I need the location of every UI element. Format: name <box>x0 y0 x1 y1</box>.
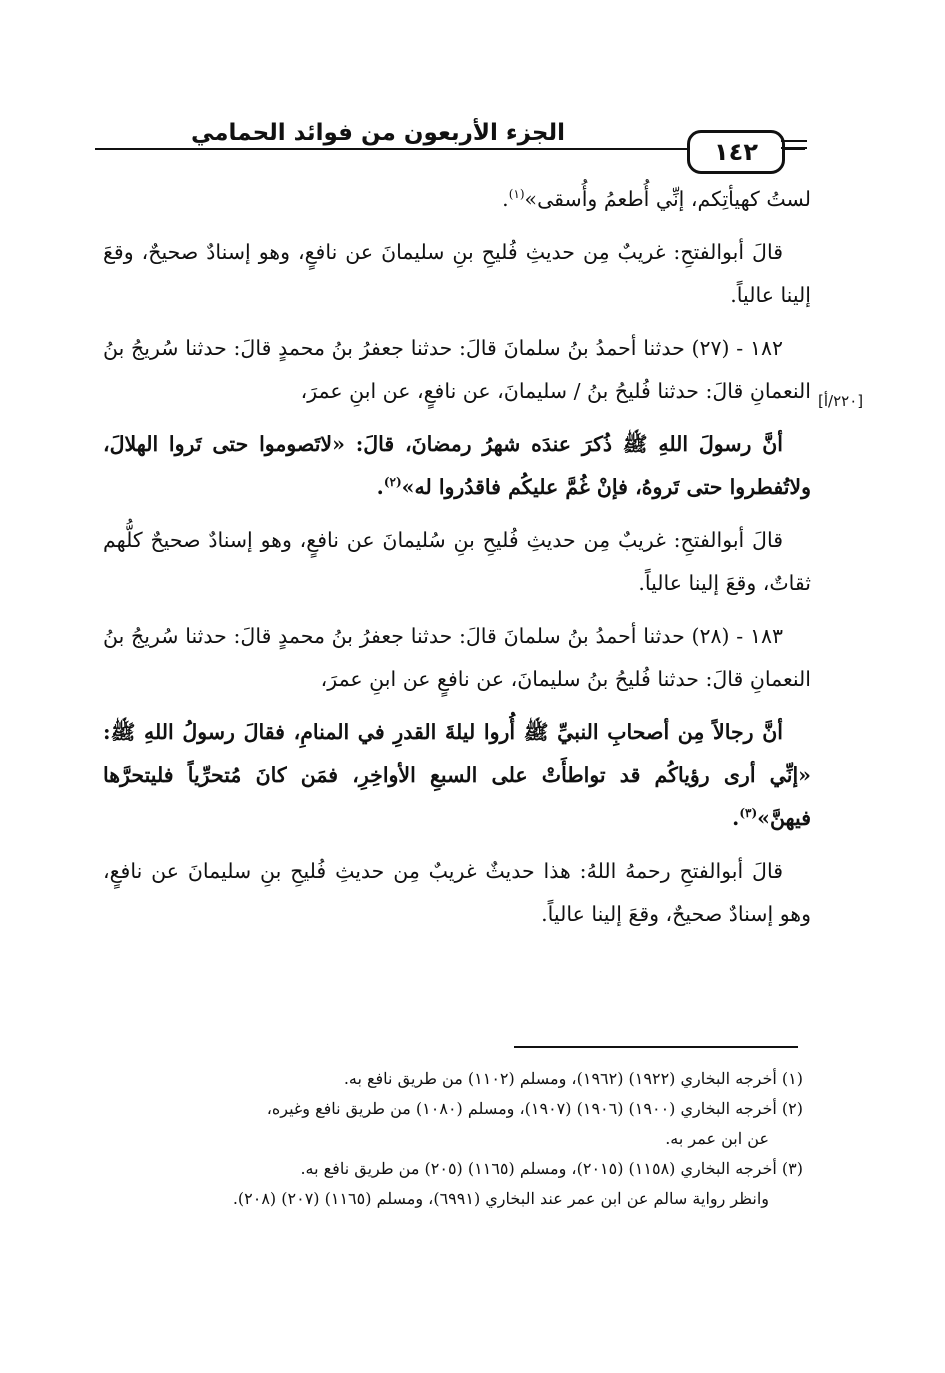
page-number: ١٤٢ <box>687 130 785 174</box>
paragraph-end: . <box>502 187 509 211</box>
paragraph <box>103 178 811 221</box>
footnotes <box>103 1064 803 1214</box>
paragraph: قالَ أبوالفتحِ: غريبٌ مِن حديثِ فُليحِ بنِ سليمانَ عن نافعٍ، وهو إسنادٌ صحيحٌ، وقعَ إلينا عالياً. <box>103 240 811 307</box>
footnote-1: (١) أخرجه البخاري (١٩٢٢) (١٩٦٢)، ومسلم (١١٠٢) من طريق نافع به. <box>343 1069 803 1088</box>
manuscript-folio-note: [٢٢٠/أ] <box>818 392 864 410</box>
footnote-separator <box>514 1046 798 1048</box>
paragraph-end: . <box>376 475 384 499</box>
footnote-3: (٣) أخرجه البخاري (١١٥٨) (٢٠١٥)، ومسلم (١١٦٥) (٢٠٥) من طريق نافع به. <box>300 1159 803 1178</box>
hadith-text <box>103 423 811 509</box>
paragraph: قالَ أبوالفتحِ رحمهُ اللهُ: هذا حديثٌ غريبٌ مِن حديثِ فُليحِ بنِ سليمانَ عن نافعٍ، وهو إسنادٌ صحيحٌ، وقعَ إلينا عالياً. <box>103 859 811 926</box>
paragraph-end: . <box>732 806 740 830</box>
footnote-ref: (٢) <box>383 475 402 490</box>
hadith-chain: ١٨٣ - (٢٨) حدثنا أحمدُ بنُ سلمانَ قالَ: حدثنا جعفرُ بنُ محمدٍ قالَ: حدثنا سُريجُ بنُ النعمانِ قالَ: حدثنا فُليحُ بنُ سليمانَ، عن نافعٍ عن ابنِ عمرَ، <box>103 624 811 691</box>
hadith-text <box>103 711 811 840</box>
footnote-ref: (١) <box>508 187 525 202</box>
main-text <box>103 178 811 946</box>
footnote-2-continuation: عن ابن عمر به. <box>665 1129 769 1148</box>
paragraph-text: أنَّ رجالاً مِن أصحابِ النبيِّ ﷺ أُروا ليلةَ القدرِ في المنامِ، فقالَ رسولُ اللهِ ﷺ: «إنِّي أرى رؤياكُم قد تواطأَتْ على السبعِ الأواخِرِ، فمَن كانَ مُتحرِّياً فليتحرَّها فيهنَّ» <box>103 720 811 830</box>
footnote-3-continuation: وانظر رواية سالم عن ابن عمر عند البخاري (٦٩٩١)، ومسلم (١١٦٥) (٢٠٧) (٢٠٨). <box>232 1189 769 1208</box>
header-ornament <box>781 140 807 154</box>
footnote-2: (٢) أخرجه البخاري (١٩٠٠) (١٩٠٦) (١٩٠٧)، ومسلم (١٠٨٠) من طريق نافع وغيره، <box>266 1099 803 1118</box>
paragraph-text: أنَّ رسولَ اللهِ ﷺ ذُكرَ عندَه شهرُ رمضانَ، قالَ: «لاتَصوموا حتى تَروا الهلالَ، ولاتُفطروا حتى تَروهُ، فإنْ غُمَّ عليكُم فاقدُروا له» <box>103 432 811 499</box>
hadith-chain: ١٨٢ - (٢٧) حدثنا أحمدُ بنُ سلمانَ قالَ: حدثنا جعفرُ بنُ محمدٍ قالَ: حدثنا سُريجُ بنُ النعمانِ قالَ: حدثنا فُليحُ بنُ / سليمانَ، عن نافعٍ، عن ابنِ عمرَ، <box>103 336 811 403</box>
footnote-ref: (٣) <box>739 806 758 821</box>
paragraph-text: لستُ كهيأتِكم، إنِّي أُطعمُ وأُسقى» <box>524 187 811 211</box>
paragraph: قالَ أبوالفتحِ: غريبٌ مِن حديثِ فُليحِ بنِ سُليمانَ عن نافعٍ، وهو إسنادٌ صحيحٌ كلُّهم ثقاتٌ، وقعَ إلينا عالياً. <box>103 528 811 595</box>
page-header <box>95 112 805 172</box>
running-title: الجزء الأربعون من فوائد الحمامي <box>191 120 565 146</box>
